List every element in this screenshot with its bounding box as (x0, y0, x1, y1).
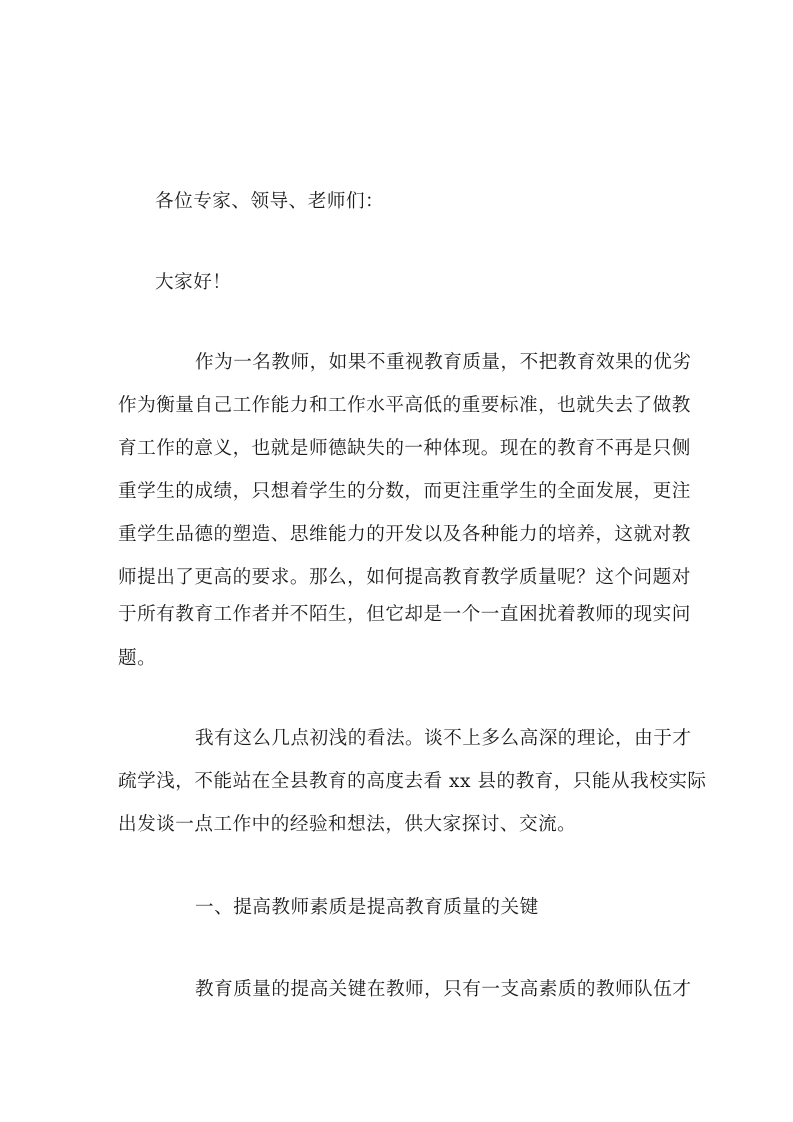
section-heading: 一、提高教师素质是提高教育质量的关键 (195, 897, 539, 918)
section-paragraph-line: 教育质量的提高关键在教师，只有一支高素质的教师队伍才 (195, 979, 692, 1000)
paragraph-line: 重学生品德的塑造、思维能力的开发以及各种能力的培养，这就对教 (118, 524, 691, 545)
salutation-line: 大家好！ (155, 272, 232, 293)
paragraph-line: 作为一名教师，如果不重视教育质量，不把教育效果的优劣 (195, 352, 692, 373)
paragraph-line: 作为衡量自己工作能力和工作水平高低的重要标准，也就失去了做教 (118, 395, 691, 416)
paragraph-line: 疏学浅，不能站在全县教育的高度去看 xx 县的教育，只能从我校实际 (118, 771, 707, 792)
paragraph-line: 题。 (118, 648, 157, 669)
paragraph-line: 育工作的意义，也就是师德缺失的一种体现。现在的教育不再是只侧 (118, 438, 691, 459)
greeting-line: 各位专家、领导、老师们： (155, 191, 385, 212)
paragraph-line: 于所有教育工作者并不陌生，但它却是一个一直困扰着教师的现实问 (118, 604, 691, 625)
paragraph-line: 出发谈一点工作中的经验和想法，供大家探讨、交流。 (118, 814, 577, 835)
paragraph-line: 师提出了更高的要求。那么，如何提高教育教学质量呢？这个问题对 (118, 567, 691, 588)
paragraph-line: 重学生的成绩，只想着学生的分数，而更注重学生的全面发展，更注 (118, 481, 691, 502)
paragraph-line: 我有这么几点初浅的看法。谈不上多么高深的理论，由于才 (195, 728, 692, 749)
